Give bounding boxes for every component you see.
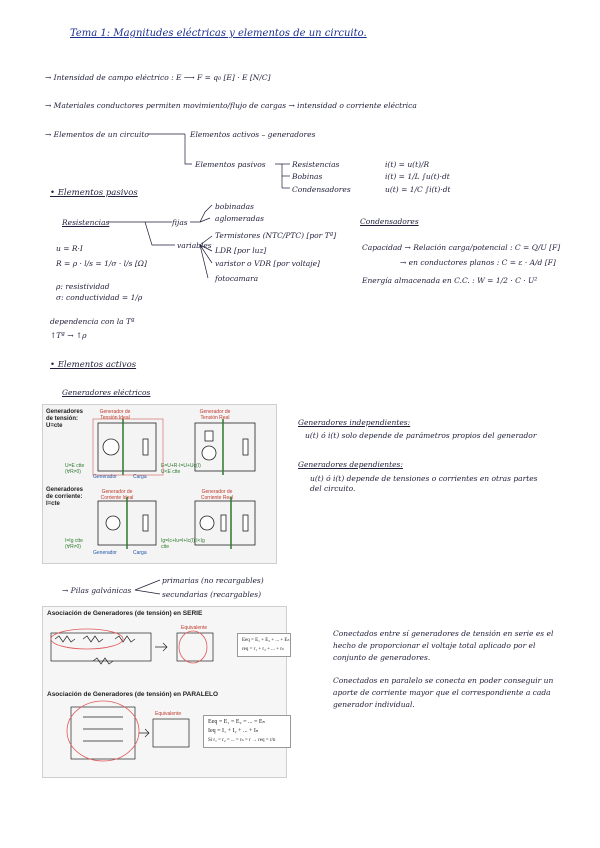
- note-conductores-planos: → en conductores planos : C = ε · A/d [F]: [400, 258, 556, 267]
- note-capacidad: Capacidad → Relación carga/potencial : C = Q/U [F]: [362, 243, 561, 252]
- figure-asociacion-generadores: [42, 606, 290, 778]
- heading-condensadores: Condensadores: [360, 217, 419, 226]
- eq-ohm: u = R·I: [56, 244, 83, 253]
- note-dependencia-t: dependencia con la Tª: [50, 317, 135, 326]
- note-primarias: primarias (no recargables): [162, 576, 264, 585]
- eq-paralelo-e: Eeq = E₁ = E₂ = ... = Eₙ: [208, 719, 265, 725]
- note-materiales: → Materiales conductores permiten movimiento/flujo de cargas → intensidad o corriente eléctrica: [45, 101, 417, 110]
- note-ldr: LDR [por luz]: [215, 246, 267, 255]
- note-resistividad: ρ: resistividad: [56, 282, 110, 291]
- eq-bobina: i(t) = 1/L ∫u(t)·dt: [385, 172, 450, 181]
- note-activos-generadores: Elementos activos – generadores: [190, 130, 316, 139]
- eq-serie-e: Eeq = E₁ + E₂ + ... + Eₙ: [242, 638, 290, 643]
- note-elementos: → Elementos de un circuito: [45, 130, 149, 139]
- label-tension-ideal: Generador de Tensión Ideal: [99, 409, 131, 421]
- note-t-sube: ↑Tª → ↑ρ: [50, 331, 87, 340]
- eq-paralelo-r: Si r₁ = r₂ = ... = rₙ = r → req = r/n: [208, 738, 276, 743]
- eq-corriente-ideal: I=Ig ctte (∀R≠0): [65, 538, 83, 550]
- note-bobinas: Bobinas: [292, 172, 323, 181]
- label-generador-2: Generador: [93, 550, 117, 556]
- heading-serie: Asociación de Generadores (de tensión) en SERIE: [47, 610, 203, 617]
- eq-tension-real: E=U+R·I=U+Uc(I) U<E ctte: [161, 463, 201, 475]
- label-tension-real: Generador de Tensión Real: [199, 409, 231, 421]
- note-energia: Energía almacenada en C.C. : W = 1/2 · C · U²: [362, 276, 538, 285]
- label-carga: Carga: [133, 474, 147, 480]
- note-intensidad: → Intensidad de campo eléctrico : E ⟶ F = q₀ [E] · E [N/C]: [45, 73, 271, 82]
- note-serie-1: Conectados entre sí generadores de tensión en serie es el: [333, 629, 554, 638]
- note-pilas: → Pilas galvánicas: [62, 586, 132, 595]
- eq-resistividad: R = ρ · l/s = 1/σ · l/s [Ω]: [56, 259, 147, 268]
- note-fotocamara: fotocamara: [215, 274, 259, 283]
- generator-circuit-diagrams: [43, 405, 276, 563]
- note-dependientes-1: u(t) ó i(t) depende de tensiones o corrientes en otras partes: [310, 474, 538, 483]
- heading-paralelo: Asociación de Generadores (de tensión) en PARALELO: [47, 691, 219, 698]
- note-bobinadas: bobinadas: [215, 202, 254, 211]
- note-secundarias: secundarias (recargables): [162, 590, 262, 599]
- heading-resistencias: Resistencias: [62, 218, 110, 227]
- note-paralelo-2: aporte de corriente mayor que el correspondiente a cada: [333, 688, 551, 697]
- eq-corriente-real: Ig=Ic+Iu=I+Ic(I) I<Ig ctte: [161, 538, 205, 550]
- note-resistencias: Resistencias: [292, 160, 340, 169]
- note-paralelo-3: generador individual.: [333, 700, 415, 709]
- note-variables: variables: [177, 241, 212, 250]
- label-carga-2: Carga: [133, 550, 147, 556]
- heading-generadores: Generadores eléctricos: [62, 388, 151, 397]
- note-aglomeradas: aglomeradas: [215, 214, 264, 223]
- label-equivalente-serie: Equivalente: [181, 625, 208, 631]
- label-gen-tension: Generadores de tensión: U=cte: [46, 409, 84, 429]
- eq-condensador: u(t) = 1/C ∫i(t)·dt: [385, 185, 451, 194]
- note-conductividad: σ: conductividad = 1/ρ: [56, 293, 143, 302]
- section-elementos-activos: • Elementos activos: [50, 360, 137, 370]
- label-equivalente-paralelo: Equivalente: [155, 711, 182, 717]
- note-varistor: varistor o VDR [por voltaje]: [215, 259, 320, 268]
- eq-serie-r: req = r₁ + r₂ + ... + rₙ: [242, 647, 284, 652]
- eq-paralelo-i: Ieq = I₁ + I₂ + ... + Iₙ: [208, 728, 259, 734]
- note-termistores: Termistores (NTC/PTC) [por Tª]: [215, 231, 337, 240]
- section-elementos-pasivos: • Elementos pasivos: [50, 188, 138, 198]
- eq-resistencia: i(t) = u(t)/R: [385, 160, 430, 169]
- note-paralelo-1: Conectados en paralelo se conecta en poder conseguir un: [333, 676, 554, 685]
- note-condensadores: Condensadores: [292, 185, 351, 194]
- note-pasivos: Elementos pasivos: [195, 160, 266, 169]
- page-title: Tema 1: Magnitudes eléctricas y elementos de un circuito.: [70, 28, 367, 39]
- eq-box-paralelo: [203, 715, 291, 748]
- note-serie-2: hecho de proporcionar el voltaje total aplicado por el: [333, 641, 536, 650]
- heading-independientes: Generadores independientes:: [298, 418, 411, 427]
- label-corriente-real: Generador de Corriente Real: [200, 489, 234, 501]
- eq-box-serie: [237, 633, 291, 657]
- eq-tension-ideal: U=E ctte (∀R≠0): [65, 463, 85, 475]
- figure-generadores: [42, 404, 277, 564]
- note-serie-3: conjunto de generadores.: [333, 653, 431, 662]
- heading-dependientes: Generadores dependientes:: [298, 460, 403, 469]
- label-corriente-ideal: Generador de Corriente Ideal: [100, 489, 134, 501]
- note-independientes: u(t) ó i(t) solo depende de parámetros propios del generador: [305, 431, 537, 440]
- label-gen-corriente: Generadores de corriente: I=cte: [46, 487, 84, 507]
- label-generador: Generador: [93, 474, 117, 480]
- note-fijas: fijas: [172, 218, 188, 227]
- note-dependientes-2: del circuito.: [310, 484, 356, 493]
